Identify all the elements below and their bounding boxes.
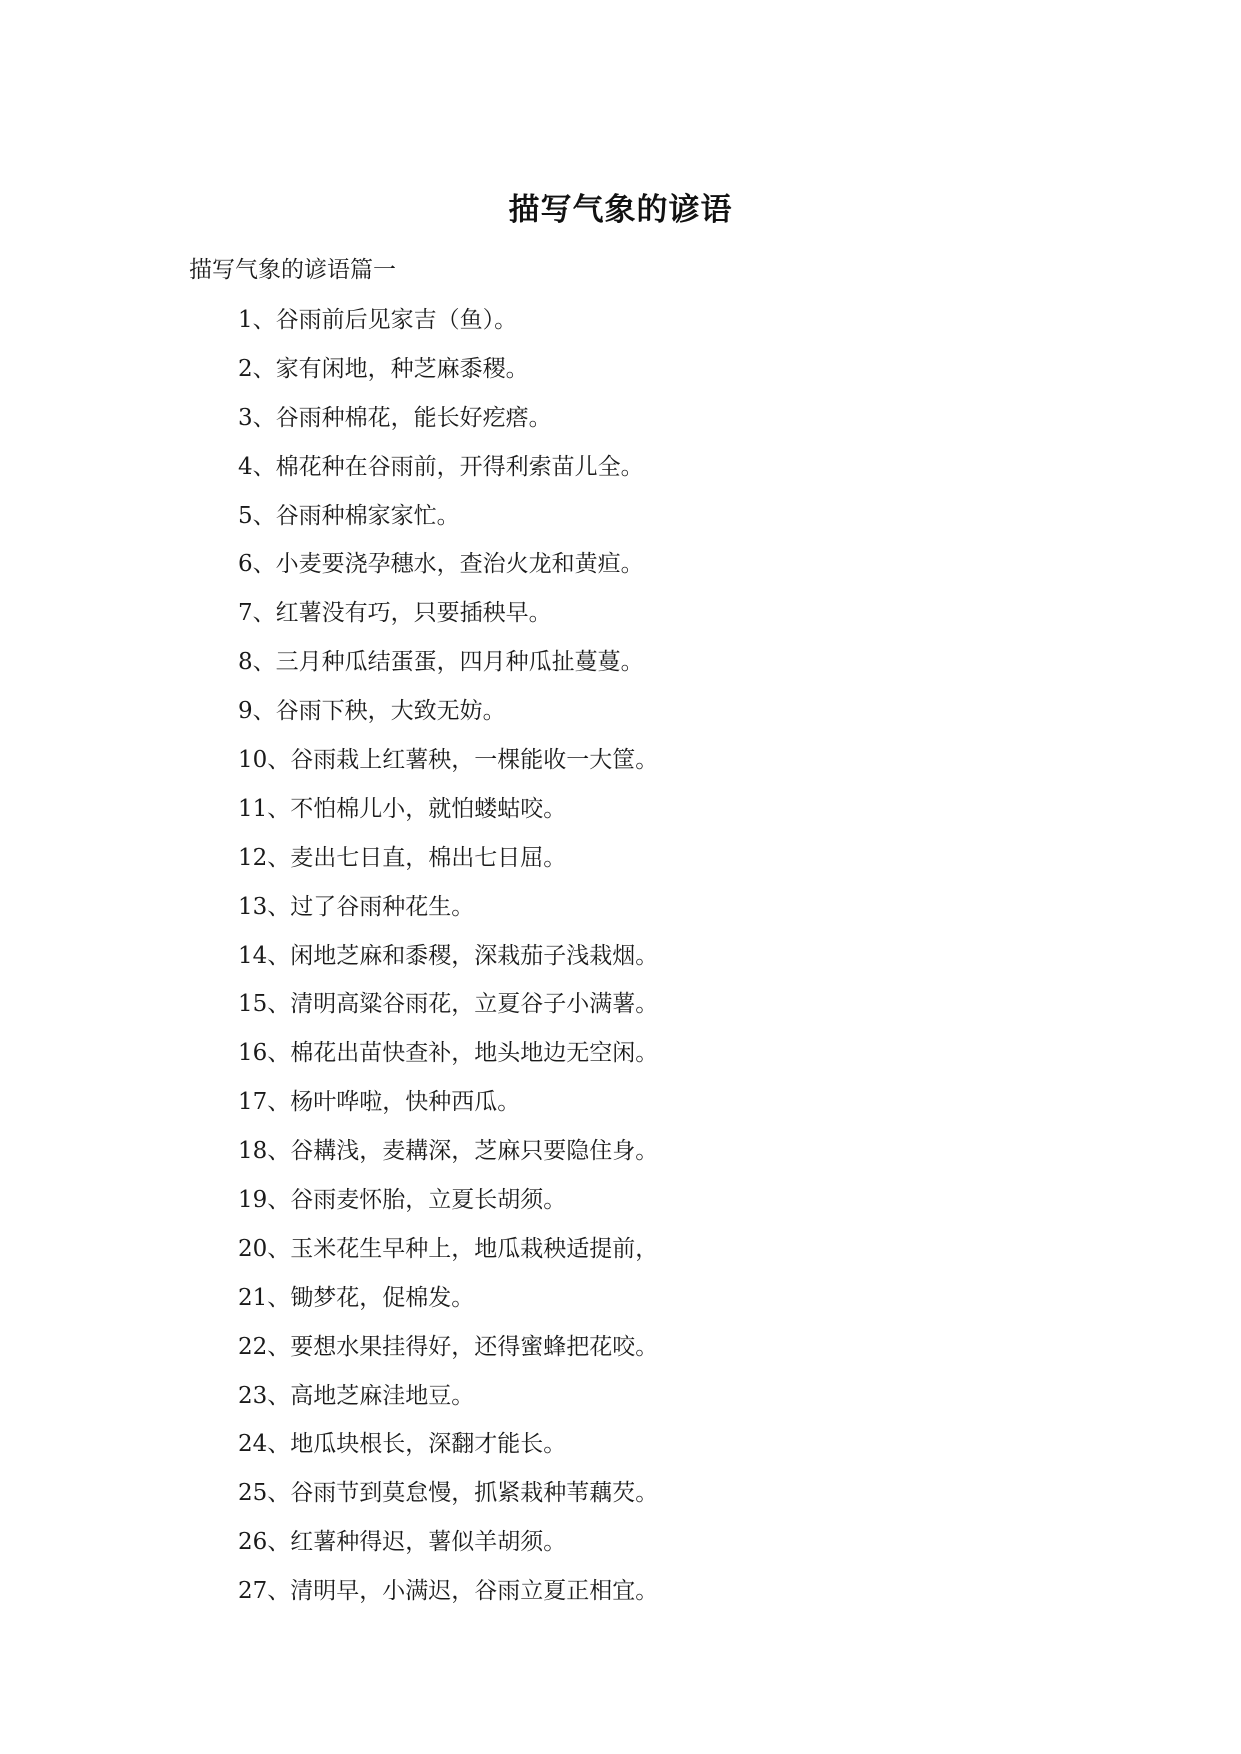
proverb-item: [238, 1035, 658, 1084]
proverb-separator: 、: [267, 1040, 291, 1067]
proverb-item: [238, 498, 658, 547]
proverb-separator: 、: [252, 551, 276, 578]
proverb-text: 棉花种在谷雨前，开得利索苗儿全。: [275, 453, 644, 480]
proverb-item: [238, 791, 658, 840]
proverb-text: 麦出七日直，棉出七日屈。: [290, 844, 567, 871]
proverb-list: [238, 302, 658, 1622]
proverb-number: 14: [238, 942, 268, 969]
proverb-number: 12: [238, 844, 268, 871]
proverb-number: 27: [238, 1578, 268, 1605]
proverb-text: 锄梦花，促棉发。: [290, 1284, 475, 1311]
proverb-text: 地瓜块根长，深翻才能长。: [290, 1431, 567, 1458]
proverb-item: [238, 1280, 658, 1329]
proverb-text: 小麦要浇孕穗水，查治火龙和黄疸。: [275, 551, 644, 578]
proverb-item: [238, 1182, 658, 1231]
proverb-number: 9: [238, 698, 253, 725]
proverb-separator: 、: [267, 893, 291, 920]
proverb-separator: 、: [267, 1089, 291, 1116]
proverb-separator: 、: [267, 991, 291, 1018]
proverb-separator: 、: [267, 942, 291, 969]
proverb-number: 10: [238, 747, 268, 774]
proverb-item: [238, 986, 658, 1035]
proverb-item: [238, 302, 658, 351]
proverb-text: 谷雨麦怀胎，立夏长胡须。: [290, 1187, 567, 1214]
proverb-text: 玉米花生早种上，地瓜栽秧适提前，: [290, 1235, 659, 1262]
proverb-number: 25: [238, 1480, 268, 1507]
proverb-separator: 、: [267, 1578, 291, 1605]
proverb-item: [238, 889, 658, 938]
proverb-number: 3: [238, 404, 253, 431]
proverb-separator: 、: [267, 1480, 291, 1507]
proverb-text: 谷雨节到莫怠慢，抓紧栽种苇藕芡。: [290, 1480, 659, 1507]
proverb-item: [238, 840, 658, 889]
proverb-item: [238, 1475, 658, 1524]
proverb-separator: 、: [252, 404, 276, 431]
proverb-item: [238, 1084, 658, 1133]
proverb-text: 闲地芝麻和黍稷，深栽茄子浅栽烟。: [290, 942, 659, 969]
proverb-text: 清明早，小满迟，谷雨立夏正相宜。: [290, 1578, 659, 1605]
proverb-text: 杨叶哗啦，快种西瓜。: [290, 1089, 521, 1116]
proverb-text: 谷雨种棉家家忙。: [275, 502, 460, 529]
proverb-item: [238, 742, 658, 791]
proverb-separator: 、: [267, 747, 291, 774]
proverb-separator: 、: [267, 1529, 291, 1556]
proverb-number: 26: [238, 1529, 268, 1556]
proverb-number: 1: [238, 307, 253, 333]
proverb-text: 高地芝麻洼地豆。: [290, 1382, 475, 1409]
proverb-separator: 、: [252, 502, 276, 529]
proverb-text: 红薯种得迟，薯似羊胡须。: [290, 1529, 567, 1556]
proverb-number: 24: [238, 1431, 268, 1458]
proverb-number: 21: [238, 1284, 268, 1311]
proverb-number: 20: [238, 1235, 268, 1262]
proverb-separator: 、: [252, 649, 276, 676]
proverb-number: 19: [238, 1187, 268, 1214]
proverb-item: [238, 644, 658, 693]
proverb-text: 谷雨种棉花，能长好疙瘩。: [275, 404, 552, 431]
proverb-text: 家有闲地，种芝麻黍稷。: [275, 355, 529, 382]
proverb-number: 5: [238, 502, 253, 529]
proverb-separator: 、: [252, 453, 276, 480]
proverb-item: [238, 351, 658, 400]
proverb-separator: 、: [252, 698, 276, 725]
proverb-item: [238, 938, 658, 987]
proverb-number: 22: [238, 1333, 268, 1360]
proverb-number: 2: [238, 355, 253, 382]
proverb-number: 18: [238, 1138, 268, 1165]
proverb-text: 要想水果挂得好，还得蜜蜂把花咬。: [290, 1333, 659, 1360]
proverb-number: 13: [238, 893, 268, 920]
section-heading: 描写气象的谚语篇一: [189, 257, 396, 283]
proverb-item: [238, 595, 658, 644]
proverb-number: 17: [238, 1089, 268, 1116]
proverb-separator: 、: [252, 355, 276, 382]
proverb-separator: 、: [267, 1382, 291, 1409]
proverb-text: 谷耩浅，麦耩深，芝麻只要隐住身。: [290, 1138, 659, 1165]
proverb-separator: 、: [267, 1187, 291, 1214]
proverb-number: 16: [238, 1040, 268, 1067]
proverb-text: 红薯没有巧，只要插秧早。: [275, 600, 552, 627]
proverb-item: [238, 1133, 658, 1182]
proverb-separator: 、: [252, 307, 276, 333]
proverb-item: [238, 1573, 658, 1622]
document-title: 描写气象的谚语: [508, 192, 733, 228]
proverb-separator: 、: [267, 1333, 291, 1360]
proverb-item: [238, 1378, 658, 1427]
proverb-separator: 、: [267, 1235, 291, 1262]
proverb-item: [238, 546, 658, 595]
proverb-separator: 、: [267, 795, 291, 822]
proverb-separator: 、: [267, 1138, 291, 1165]
proverb-text: 不怕棉儿小，就怕蝼蛄咬。: [290, 795, 567, 822]
proverb-item: [238, 1329, 658, 1378]
proverb-number: 4: [238, 453, 253, 480]
proverb-number: 6: [238, 551, 253, 578]
proverb-item: [238, 400, 658, 449]
proverb-separator: 、: [267, 1431, 291, 1458]
proverb-separator: 、: [252, 600, 276, 627]
proverb-text: 谷雨栽上红薯秧，一棵能收一大筐。: [290, 747, 659, 774]
proverb-number: 23: [238, 1382, 268, 1409]
proverb-separator: 、: [267, 1284, 291, 1311]
proverb-text: 谷雨下秧，大致无妨。: [275, 698, 506, 725]
proverb-number: 11: [238, 795, 268, 822]
proverb-text: 清明高粱谷雨花，立夏谷子小满薯。: [290, 991, 659, 1018]
proverb-number: 8: [238, 649, 253, 676]
proverb-item: [238, 1524, 658, 1573]
proverb-item: [238, 449, 658, 498]
proverb-text: 谷雨前后见家吉（鱼）。: [275, 307, 518, 333]
proverb-text: 三月种瓜结蛋蛋，四月种瓜扯蔓蔓。: [275, 649, 644, 676]
proverb-separator: 、: [267, 844, 291, 871]
proverb-number: 15: [238, 991, 268, 1018]
proverb-number: 7: [238, 600, 253, 627]
proverb-text: 过了谷雨种花生。: [290, 893, 475, 920]
proverb-text: 棉花出苗快查补，地头地边无空闲。: [290, 1040, 659, 1067]
proverb-item: [238, 1231, 658, 1280]
proverb-item: [238, 1426, 658, 1475]
proverb-item: [238, 693, 658, 742]
